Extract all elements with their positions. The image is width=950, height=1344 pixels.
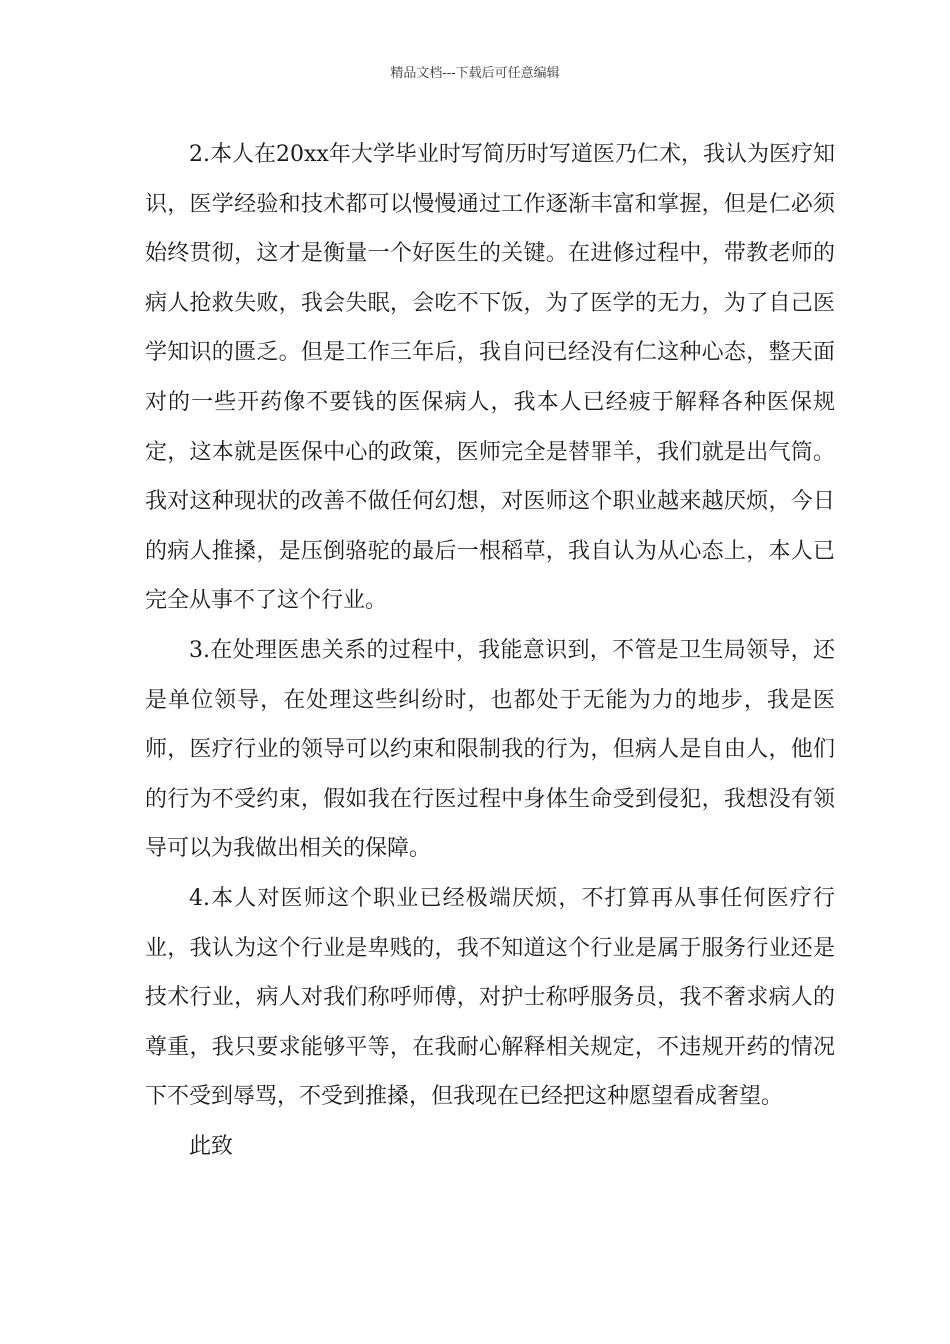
paragraph-4: 4.本人对医师这个职业已经极端厌烦，不打算再从事任何医疗行业，我认为这个行业是卑贱的，我不知道这个行业是属于服务行业还是技术行业，病人对我们称呼师傅，对护士称呼服务员，我不奢求病人的尊重，我只要求能够平等，在我耐心解释相关规定，不违规开药的情况下不受到辱骂，不受到推搡，但我现在已经把这种愿望看成奢望。 — [145, 885, 835, 1110]
paragraph-2: 2.本人在20xx年大学毕业时写简历时写道医乃仁术，我认为医疗知识，医学经验和技术都可以慢慢通过工作逐渐丰富和掌握，但是仁必须始终贯彻，这才是衡量一个好医生的关键。在进修过程中，带教老师的病人抢救失败，我会失眠，会吃不下饭，为了医学的无力，为了自己医学知识的匮乏。但是工作三年后，我自问已经没有仁这种心态，整天面对的一些开药像不要钱的医保病人，我本人已经疲于解释各种医保规定，这本就是医保中心的政策，医师完全是替罪羊，我们就是出气筒。我对这种现状的改善不做任何幻想，对医师这个职业越来越厌烦，今日的病人推搡，是压倒骆驼的最后一根稻草，我自认为从心态上，本人已完全从事不了这个行业。 — [145, 142, 835, 614]
paragraph-3: 3.在处理医患关系的过程中，我能意识到，不管是卫生局领导，还是单位领导，在处理这些纠纷时，也都处于无能为力的地步，我是医师，医疗行业的领导可以约束和限制我的行为，但病人是自由人，他们的行为不受约束，假如我在行医过程中身体生命受到侵犯，我想没有领导可以为我做出相关的保障。 — [145, 637, 835, 862]
document-body — [145, 130, 835, 1171]
closing-salutation: 此致 — [189, 1133, 234, 1159]
page-header: 精品文档---下载后可任意编辑 — [390, 66, 560, 81]
